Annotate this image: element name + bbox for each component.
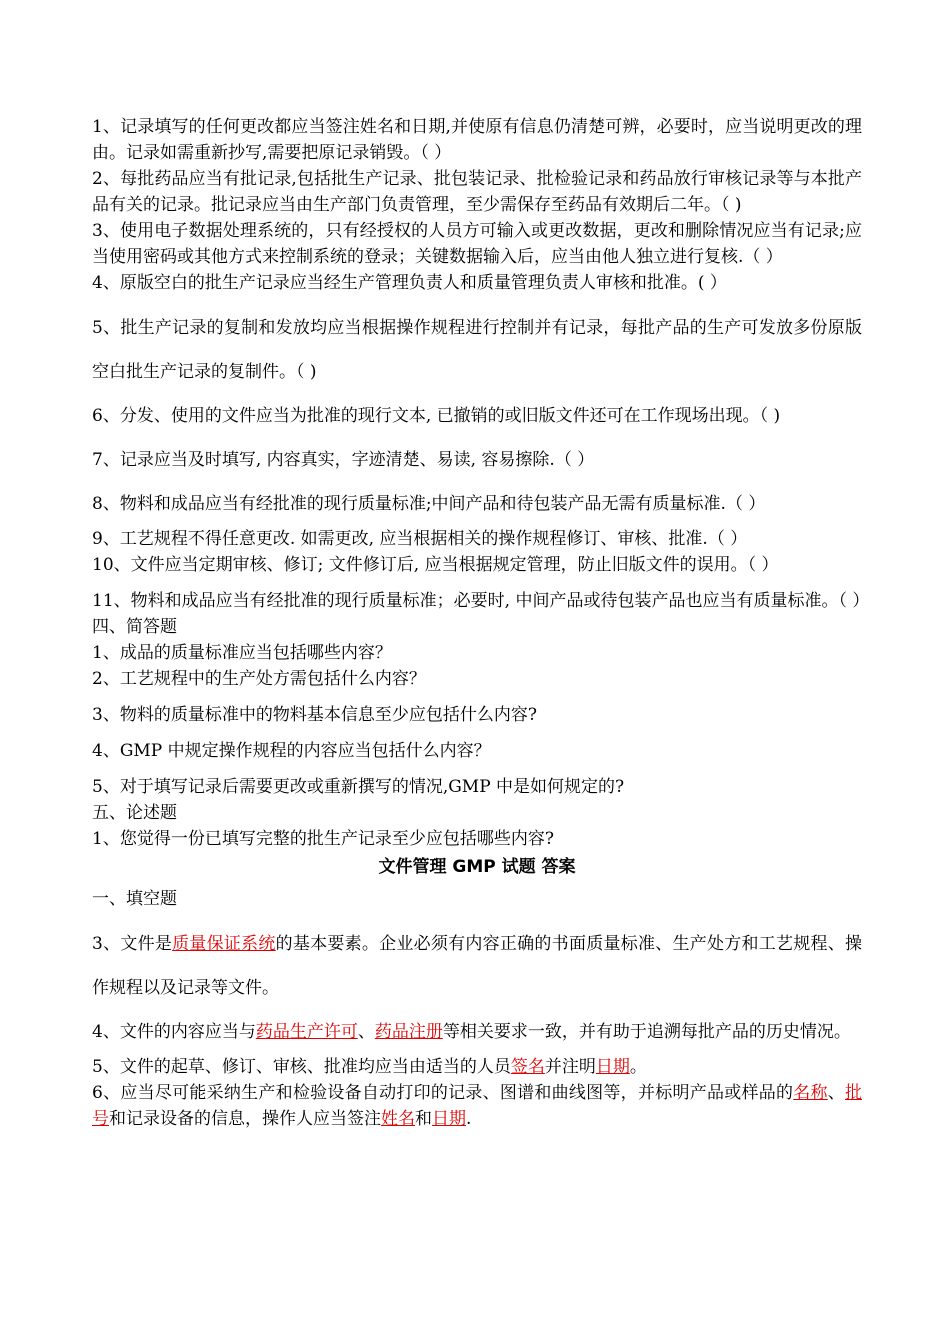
answer-4 [92,1010,862,1054]
question-10: 10、文件应当定期审核、修订; 文件修订后, 应当根据规定管理，防止旧版文件的误用。（ ） [92,555,779,575]
answer-fill: 姓名 [381,1109,415,1129]
answer-fill: 质量保证系统 [172,934,276,954]
answer-fill: 药品生产许可 [255,1022,358,1042]
question-6: 6、分发、使用的文件应当为批准的现行文本, 已撤销的或旧版文件还可在工作现场出现。（ ) [92,406,781,426]
document-page [92,114,870,1132]
question-1: 1、记录填写的任何更改都应当签注姓名和日期,并使原有信息仍清楚可辨，必要时，应当说明更改的理由。记录如需重新抄写,需要把原记录销毁。（ ） [92,117,862,163]
question-3: 3、使用电子数据处理系统的，只有经授权的人员方可输入或更改数据，更改和删除情况应当有记录;应当使用密码或其他方式来控制系统的登录；关键数据输入后，应当由他人独立进行复核.（ ） [92,221,862,267]
question-8: 8、物料和成品应当有经批准的现行质量标准;中间产品和待包装产品无需有质量标准.（ ） [92,494,766,514]
answer-fill: 批号 [92,1083,863,1129]
answer-text: 的基本要素。企业必须有内容正确的书面质量标准、生产处方和工艺规程、操作规程以及记录等文件。 [92,934,863,998]
essay-question-1: 1、您觉得一份已填写完整的批生产记录至少应包括哪些内容? [92,829,554,849]
section-4-heading: 四、简答题 [92,617,177,637]
answer-text: 和 [415,1109,432,1129]
short-answer-5: 5、对于填写记录后需要更改或重新撰写的情况,GMP 中是如何规定的? [92,777,625,797]
answer-fill: 签名 [510,1057,545,1077]
answer-text: 。 [629,1057,647,1077]
answer-5 [92,1054,862,1080]
answer-text: . [466,1109,472,1129]
question-4: 4、原版空白的批生产记录应当经生产管理负责人和质量管理负责人审核和批准。( ） [92,273,727,293]
answer-text: 、 [827,1083,846,1103]
answer-key-title: 文件管理 GMP 试题 答案 [378,857,576,877]
answer-3 [92,922,862,1010]
question-7: 7、记录应当及时填写, 内容真实，字迹清楚、易读, 容易擦除.（ ） [92,450,595,470]
question-5: 5、批生产记录的复制和发放均应当根据操作规程进行控制并有记录，每批产品的生产可发放多份原版空白批生产记录的复制件。（ ) [92,318,862,382]
short-answer-2: 2、工艺规程中的生产处方需包括什么内容？ [92,669,426,689]
question-2: 2、每批药品应当有批记录,包括批生产记录、批包装记录、批检验记录和药品放行审核记录等与本批产品有关的记录。批记录应当由生产部门负责管理，至少需保存至药品有效期后二年。（ ) [92,169,862,215]
answer-text: 和记录设备的信息，操作人应当签注 [109,1109,381,1129]
answer-text: 3、文件是 [92,934,173,954]
answer-text: 等相关要求一致，并有助于追溯每批产品的历史情况。 [442,1022,851,1042]
answer-text: 5、文件的起草、修订、审核、批准均应当由适当的人员 [92,1057,511,1077]
answer-fill: 药品注册 [374,1022,443,1042]
question-11: 11、物料和成品应当有经批准的现行质量标准；必要时, 中间产品或待包装产品也应当有质量标准。（ ） [92,591,870,611]
short-answer-1: 1、成品的质量标准应当包括哪些内容？ [92,643,392,663]
answer-text: 并注明 [544,1057,596,1077]
answer-text: 6、应当尽可能采纳生产和检验设备自动打印的记录、图谱和曲线图等，并标明产品或样品的 [92,1083,794,1103]
answer-text: 4、文件的内容应当与 [92,1022,256,1042]
answer-fill: 名称 [793,1083,828,1103]
short-answer-4: 4、GMP 中规定操作规程的内容应当包括什么内容？ [92,741,491,761]
question-9: 9、工艺规程不得任意更改. 如需更改, 应当根据相关的操作规程修订、审核、批准.（ ） [92,529,748,549]
answer-fill: 日期 [432,1109,466,1129]
section-5-heading: 五、论述题 [92,803,177,823]
answer-text: 、 [357,1022,375,1042]
answer-section-1-heading: 一、填空题 [92,889,177,909]
short-answer-3: 3、物料的质量标准中的物料基本信息至少应包括什么内容? [92,705,537,725]
answer-6 [92,1080,862,1132]
answer-fill: 日期 [595,1057,630,1077]
